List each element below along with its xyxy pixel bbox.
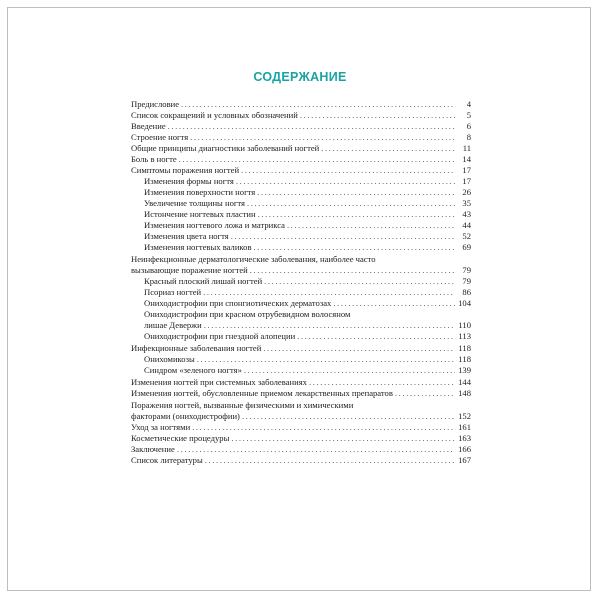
toc-page-number: 17 — [462, 165, 471, 175]
dot-leader — [287, 220, 455, 231]
toc-entry[interactable] — [131, 331, 471, 342]
toc-entry[interactable] — [131, 187, 471, 198]
toc-page-number: 163 — [458, 433, 471, 443]
toc-page-number: 167 — [458, 455, 471, 465]
dot-leader — [263, 343, 455, 354]
toc-entry-title: Синдром «зеленого ногтя» — [144, 365, 242, 375]
toc-entry[interactable] — [131, 165, 471, 176]
toc-entry[interactable] — [131, 444, 471, 455]
toc-entry-title-line: Неинфекционные дерматологические заболевания, наиболее часто — [131, 254, 376, 264]
toc-entry-title: Изменения поверхности ногтя — [144, 187, 256, 197]
toc-entry-title: Псориаз ногтей — [144, 287, 202, 297]
toc-entry-title: Предисловие — [131, 99, 180, 109]
toc-entry[interactable] — [131, 132, 471, 143]
toc-entry[interactable] — [131, 220, 471, 231]
toc-entry-title-line: Поражения ногтей, вызванные физическими и химическими — [131, 400, 354, 410]
toc-entry-title: Изменения ногтей, обусловленные приемом лекарственных препаратов — [131, 388, 393, 398]
page-title: СОДЕРЖАНИЕ — [253, 70, 347, 84]
toc-entry[interactable] — [131, 231, 471, 242]
toc-page-number: 14 — [462, 154, 471, 164]
dot-leader — [250, 265, 455, 276]
dot-leader — [177, 444, 455, 455]
toc-entry-title: Ониходистрофии при спонгиотических дерматозах — [144, 298, 332, 308]
toc-page-number: 43 — [462, 209, 471, 219]
toc-entry-title: Косметические процедуры — [131, 433, 230, 443]
dot-leader — [264, 276, 455, 287]
toc-entry-title: Красный плоский лишай ногтей — [144, 276, 263, 286]
toc-page-number: 161 — [458, 422, 471, 432]
toc-entry-title: Список сокращений и условных обозначений — [131, 110, 298, 120]
toc-entry-title: Изменения цвета ногтя — [144, 231, 229, 241]
toc-entry-title: Общие принципы диагностики заболеваний ногтей — [131, 143, 320, 153]
toc-entry-title: Изменения ногтевых валиков — [144, 242, 252, 252]
dot-leader — [168, 121, 455, 132]
dot-leader — [300, 110, 455, 121]
dot-leader — [309, 377, 455, 388]
toc-entry-title: Боль в ногте — [131, 154, 177, 164]
dot-leader — [181, 99, 455, 110]
toc-page-number: 86 — [462, 287, 471, 297]
toc-entry[interactable] — [131, 198, 471, 209]
dot-leader — [231, 433, 455, 444]
dot-leader — [333, 298, 455, 309]
toc-page-number: 6 — [466, 121, 471, 131]
toc-entry[interactable] — [131, 143, 471, 154]
toc-entry[interactable] — [131, 400, 471, 422]
toc-entry[interactable] — [131, 455, 471, 466]
toc-entry[interactable] — [131, 309, 471, 331]
toc-entry-title: Изменения формы ногтя — [144, 176, 234, 186]
toc-entry[interactable] — [131, 242, 471, 253]
dot-leader — [241, 165, 455, 176]
toc-entry[interactable] — [131, 287, 471, 298]
toc-page-number: 144 — [458, 377, 471, 387]
toc-entry[interactable] — [131, 110, 471, 121]
toc-entry-title: Строение ногтя — [131, 132, 189, 142]
toc-entry[interactable] — [131, 154, 471, 165]
toc-page-number: 4 — [466, 99, 471, 109]
dot-leader — [231, 231, 455, 242]
toc-page-number: 26 — [462, 187, 471, 197]
toc-page-number: 110 — [458, 320, 471, 330]
toc-page-number: 5 — [466, 110, 471, 120]
toc-entry-title-line: Ониходистрофии при красном отрубевидном волосяном — [144, 309, 351, 319]
toc-entry[interactable] — [131, 276, 471, 287]
dot-leader — [204, 320, 455, 331]
dot-leader — [297, 331, 455, 342]
toc-entry[interactable] — [131, 298, 471, 309]
dot-leader — [197, 354, 455, 365]
toc-entry[interactable] — [131, 343, 471, 354]
toc-entry-title: Заключение — [131, 444, 175, 454]
dot-leader — [192, 422, 455, 433]
toc-entry-title: факторами (ониходистрофии) — [131, 411, 240, 421]
toc-entry[interactable] — [131, 99, 471, 110]
table-of-contents — [131, 99, 471, 466]
toc-page-number: 35 — [462, 198, 471, 208]
dot-leader — [205, 455, 455, 466]
toc-entry-title: Список литературы — [131, 455, 203, 465]
toc-page-number: 118 — [458, 343, 471, 353]
toc-page-number: 17 — [462, 176, 471, 186]
toc-page-number: 11 — [462, 143, 471, 153]
dot-leader — [190, 132, 455, 143]
toc-page-number: 148 — [458, 388, 471, 398]
toc-entry[interactable] — [131, 422, 471, 433]
toc-entry[interactable] — [131, 365, 471, 376]
toc-page-number: 113 — [458, 331, 471, 341]
toc-entry[interactable] — [131, 433, 471, 444]
dot-leader — [179, 154, 455, 165]
toc-entry-title: Введение — [131, 121, 166, 131]
toc-page-number: 166 — [458, 444, 471, 454]
toc-entry[interactable] — [131, 176, 471, 187]
toc-entry-title: Инфекционные заболевания ногтей — [131, 343, 262, 353]
dot-leader — [257, 187, 455, 198]
toc-entry[interactable] — [131, 121, 471, 132]
toc-page-number: 79 — [462, 276, 471, 286]
toc-page-number: 69 — [462, 242, 471, 252]
toc-entry-title: Симптомы поражения ногтей — [131, 165, 240, 175]
toc-page-number: 8 — [466, 132, 471, 142]
toc-page-number: 104 — [458, 298, 471, 308]
toc-page-number: 139 — [458, 365, 471, 375]
toc-entry-title: Ониходистрофии при гнездной алопеции — [144, 331, 296, 341]
toc-entry-title: вызывающие поражение ногтей — [131, 265, 248, 275]
toc-entry-title: Изменения ногтевого ложа и матрикса — [144, 220, 285, 230]
toc-page-number: 79 — [462, 265, 471, 275]
toc-entry[interactable] — [131, 388, 471, 399]
toc-entry-title: Увеличение толщины ногтя — [144, 198, 245, 208]
dot-leader — [395, 388, 455, 399]
toc-entry-title: Онихомикозы — [144, 354, 195, 364]
dot-leader — [236, 176, 455, 187]
dot-leader — [203, 287, 455, 298]
toc-entry-title: Истончение ногтевых пластин — [144, 209, 256, 219]
toc-entry[interactable] — [131, 377, 471, 388]
toc-entry[interactable] — [131, 209, 471, 220]
dot-leader — [321, 143, 455, 154]
dot-leader — [247, 198, 455, 209]
dot-leader — [242, 411, 455, 422]
toc-entry-title: Уход за ногтями — [131, 422, 191, 432]
dot-leader — [258, 209, 455, 220]
toc-page-number: 52 — [462, 231, 471, 241]
dot-leader — [244, 365, 455, 376]
toc-entry-title: Изменения ногтей при системных заболеваниях — [131, 377, 307, 387]
toc-page-number: 118 — [458, 354, 471, 364]
toc-entry[interactable] — [131, 354, 471, 365]
toc-entry-title: лишае Девержи — [144, 320, 202, 330]
toc-page-number: 152 — [458, 411, 471, 421]
toc-entry[interactable] — [131, 254, 471, 276]
toc-page-number: 44 — [462, 220, 471, 230]
dot-leader — [254, 242, 455, 253]
